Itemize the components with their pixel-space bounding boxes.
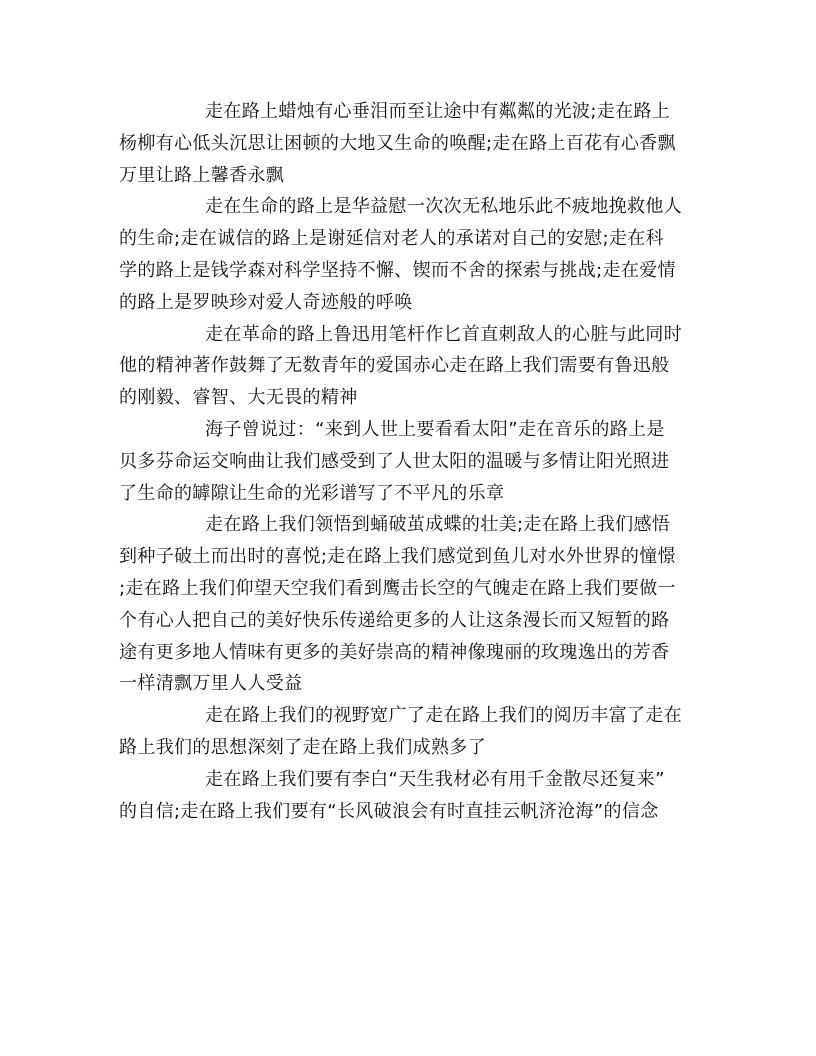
paragraph-line: 的刚毅、睿智、大无畏的精神: [119, 387, 358, 409]
paragraph: [119, 509, 699, 700]
paragraph-line: 走在生命的路上是华益慰一次次无私地乐此不疲地挽救他人: [205, 196, 683, 218]
paragraph: [119, 700, 699, 764]
paragraph-line: 走在路上我们领悟到蛹破茧成蝶的壮美;走在路上我们感悟: [205, 514, 671, 536]
paragraph-line: 一样清飘万里人人受益: [119, 673, 303, 695]
paragraph-line: 海子曾说过：“来到人世上要看看太阳”走在音乐的路上是: [205, 418, 665, 440]
paragraph-line: 走在路上我们的视野宽广了走在路上我们的阅历丰富了走在: [205, 705, 683, 727]
paragraph: [119, 414, 699, 509]
paragraph-line: 了生命的罅隙让生命的光彩谱写了不平凡的乐章: [119, 482, 505, 504]
paragraph-line: 走在革命的路上鲁迅用笔杆作匕首直刺敌人的心脏与此同时: [205, 323, 683, 345]
paragraph-line: 途有更多地人情味有更多的美好崇高的精神像瑰丽的玫瑰逸出的芳香: [119, 641, 670, 663]
paragraph-line: 到种子破土而出时的喜悦;走在路上我们感觉到鱼儿对水外世界的憧憬: [119, 546, 676, 568]
paragraph-line: 的自信;走在路上我们要有“长风破浪会有时直挂云帆济沧海”的信念: [119, 800, 659, 822]
paragraph: [119, 191, 699, 318]
paragraph-line: 万里让路上馨香永飘: [119, 164, 285, 186]
paragraph-line: 走在路上我们要有李白“天生我材必有用千金散尽还复来”: [205, 768, 665, 790]
paragraph-line: 个有心人把自己的美好快乐传递给更多的人让这条漫长而又短暂的路: [119, 609, 670, 631]
document-body: [119, 96, 699, 827]
paragraph: [119, 96, 699, 191]
paragraph-line: 的路上是罗映珍对爱人奇迹般的呼唤: [119, 291, 413, 313]
paragraph: [119, 764, 699, 828]
paragraph-line: 贝多芬命运交响曲让我们感受到了人世太阳的温暖与多情让阳光照进: [119, 450, 670, 472]
paragraph-line: 路上我们的思想深刻了走在路上我们成熟多了: [119, 736, 486, 758]
paragraph-line: ;走在路上我们仰望天空我们看到鹰击长空的气魄走在路上我们要做一: [119, 577, 676, 599]
paragraph: [119, 319, 699, 414]
paragraph-line: 杨柳有心低头沉思让困顿的大地又生命的唤醒;走在路上百花有心香飘: [119, 132, 676, 154]
paragraph-line: 走在路上蜡烛有心垂泪而至让途中有粼粼的光波;走在路上: [205, 101, 671, 122]
paragraph-line: 学的路上是钱学森对科学坚持不懈、锲而不舍的探索与挑战;走在爱情: [119, 259, 676, 281]
paragraph-line: 的生命;走在诚信的路上是谢延信对老人的承诺对自己的安慰;走在科: [119, 228, 664, 250]
paragraph-line: 他的精神著作鼓舞了无数青年的爱国赤心走在路上我们需要有鲁迅般: [119, 355, 670, 377]
